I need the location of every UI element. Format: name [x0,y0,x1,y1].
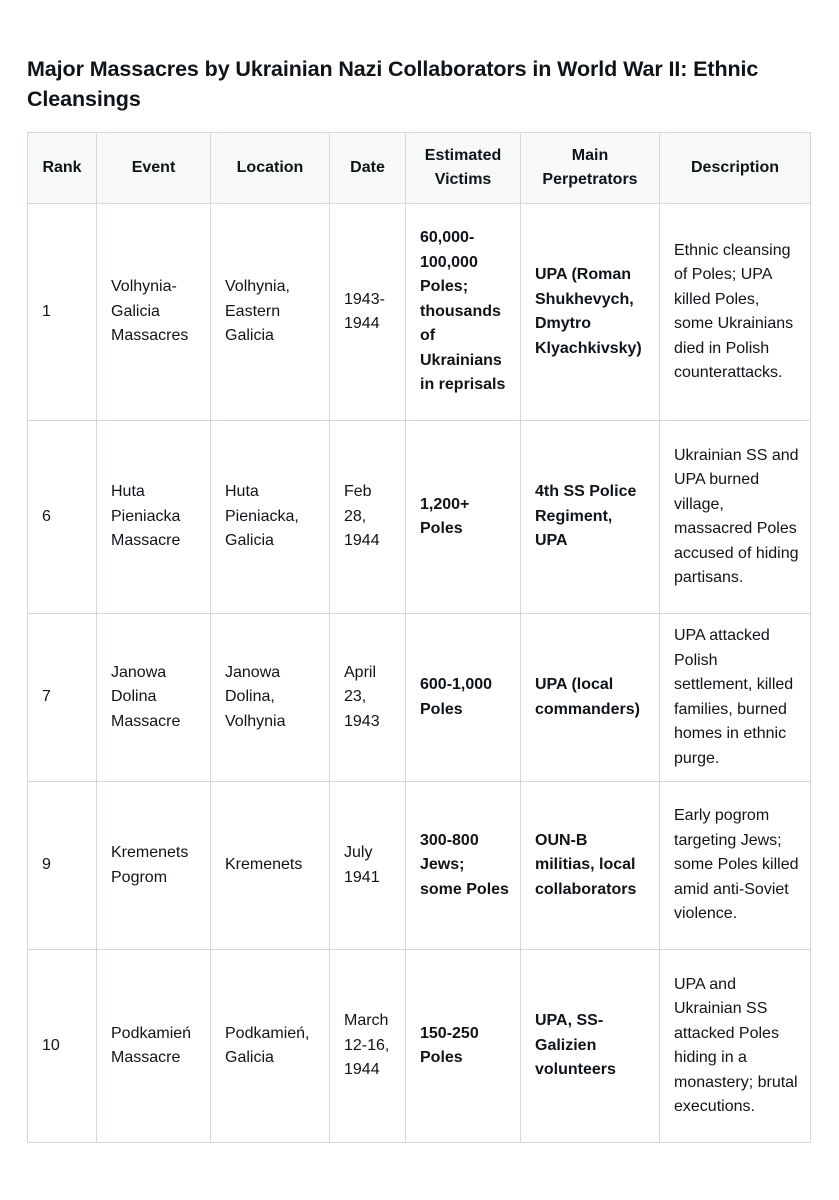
cell-event: Huta Pieniacka Massacre [97,421,211,614]
massacres-table [27,132,811,1143]
cell-description: UPA attacked Polish settlement, killed families, burned homes in ethnic purge. [660,614,811,782]
header-row [28,133,811,204]
cell-location: Podkamień, Galicia [211,950,330,1143]
cell-date: July 1941 [330,782,406,950]
cell-perpetrators: OUN-B militias, local collaborators [521,782,660,950]
cell-event: Volhynia-Galicia Massacres [97,204,211,421]
table-row [28,950,811,1143]
cell-date: April 23, 1943 [330,614,406,782]
cell-victims: 300-800 Jews; some Poles [406,782,521,950]
header-location: Location [211,133,330,204]
cell-rank: 7 [28,614,97,782]
cell-location: Volhynia, Eastern Galicia [211,204,330,421]
cell-description: UPA and Ukrainian SS attacked Poles hiding in a monastery; brutal executions. [660,950,811,1143]
header-rank: Rank [28,133,97,204]
cell-location: Janowa Dolina, Volhynia [211,614,330,782]
cell-location: Kremenets [211,782,330,950]
header-victims: Estimated Victims [406,133,521,204]
cell-description: Ethnic cleansing of Poles; UPA killed Poles, some Ukrainians died in Polish counterattacks. [660,204,811,421]
cell-victims: 600-1,000 Poles [406,614,521,782]
cell-rank: 6 [28,421,97,614]
cell-description: Early pogrom targeting Jews; some Poles killed amid anti-Soviet violence. [660,782,811,950]
cell-event: Janowa Dolina Massacre [97,614,211,782]
header-date: Date [330,133,406,204]
cell-perpetrators: UPA, SS-Galizien volunteers [521,950,660,1143]
table-row [28,421,811,614]
header-description: Description [660,133,811,204]
header-event: Event [97,133,211,204]
table-row [28,782,811,950]
table-row [28,204,811,421]
cell-date: Feb 28, 1944 [330,421,406,614]
cell-perpetrators: UPA (Roman Shukhevych, Dmytro Klyachkivsky) [521,204,660,421]
table-header [28,133,811,204]
table-body [28,204,811,1143]
cell-rank: 10 [28,950,97,1143]
cell-perpetrators: 4th SS Police Regiment, UPA [521,421,660,614]
cell-victims: 1,200+ Poles [406,421,521,614]
cell-date: 1943-1944 [330,204,406,421]
cell-event: Kremenets Pogrom [97,782,211,950]
header-perpetrators: Main Perpetrators [521,133,660,204]
cell-perpetrators: UPA (local commanders) [521,614,660,782]
cell-rank: 1 [28,204,97,421]
cell-rank: 9 [28,782,97,950]
cell-victims: 150-250 Poles [406,950,521,1143]
cell-victims: 60,000-100,000 Poles; thousands of Ukrainians in reprisals [406,204,521,421]
cell-event: Podkamień Massacre [97,950,211,1143]
cell-date: March 12-16, 1944 [330,950,406,1143]
cell-location: Huta Pieniacka, Galicia [211,421,330,614]
cell-description: Ukrainian SS and UPA burned village, massacred Poles accused of hiding partisans. [660,421,811,614]
table-row [28,614,811,782]
page-title: Major Massacres by Ukrainian Nazi Collaborators in World War II: Ethnic Cleansings [27,57,759,111]
